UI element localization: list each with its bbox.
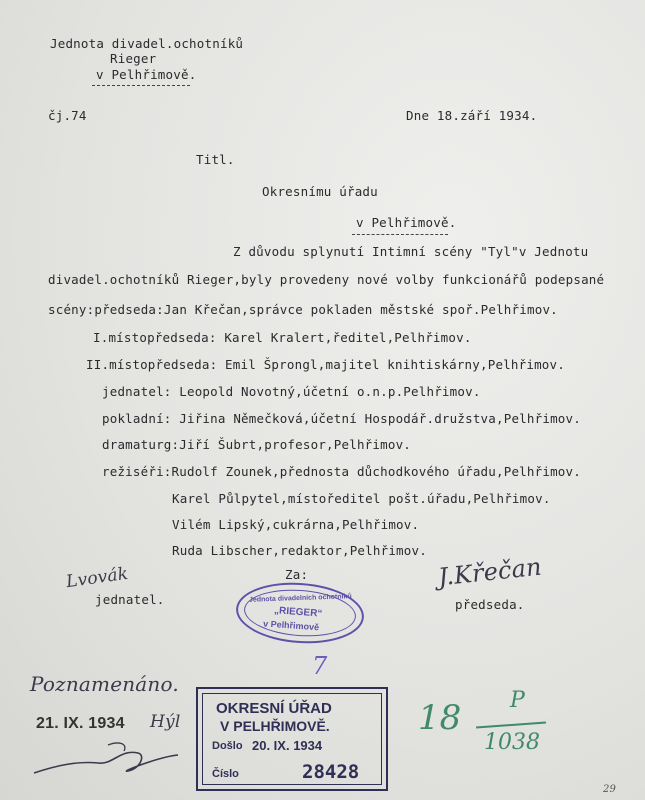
handwritten-initials: Hýl <box>150 712 181 732</box>
officer-director-3: Vilém Lipský,cukrárna,Pelhřimov. <box>172 517 420 532</box>
signature-role-secretary-label: jednatel. <box>95 592 165 607</box>
noted-date-stamp: 21. IX. 1934 <box>36 715 125 732</box>
registry-title-line1: OKRESNÍ ÚŘAD <box>216 700 332 717</box>
org-name-line1: Jednota divadel.ochotníků <box>50 36 244 51</box>
handwritten-signature-secretary: Lvovák <box>64 563 130 593</box>
district-office-registry-stamp <box>196 687 388 791</box>
green-fraction-top: P <box>510 688 525 713</box>
org-name-line3: v Pelhřimově. <box>96 67 197 82</box>
registry-received-date: 20. IX. 1934 <box>252 738 323 753</box>
letter-date: Dne 18.září 1934. <box>406 108 538 123</box>
recipient-city: v Pelhřimově. <box>356 215 457 230</box>
page-mark: 29 <box>603 784 617 795</box>
green-pencil-number: 18 <box>418 698 462 738</box>
org-underline <box>92 85 190 86</box>
officer-director-4: Ruda Libscher,redaktor,Pelhřimov. <box>172 543 427 558</box>
stamp-oval-line3: v Pelhřimově <box>262 618 320 633</box>
city-underline <box>352 234 448 235</box>
recipient: Okresnímu úřadu <box>262 184 378 199</box>
registry-title-line2: V PELHŘIMOVĚ. <box>220 718 330 734</box>
officer-treasurer: pokladní: Jiřina Němečková,účetní Hospodář.družstva,Pelhřimov. <box>102 411 581 426</box>
officer-secretary: jednatel: Leopold Novotný,účetní o.n.p.Pelhřimov. <box>102 384 481 399</box>
org-name-line2: Rieger <box>110 51 157 66</box>
signature-za-label: Za: <box>285 567 309 582</box>
stamp-oval-line1: Jednota divadelních ochotníků <box>248 593 352 604</box>
body-line-2: divadel.ochotníků Rieger,byly provedeny nové volby funkcionářů podepsané <box>48 272 605 287</box>
body-line-3: scény:předseda:Jan Křečan,správce pokladen městské spoř.Pelhřimov. <box>48 302 558 317</box>
signature-role-chair: předseda. <box>455 597 525 612</box>
green-fraction-bottom: 1038 <box>484 730 540 755</box>
handwritten-noted: Poznamenáno. <box>30 672 179 696</box>
registry-number: 28428 <box>302 761 360 783</box>
violet-handwritten-mark: 7 <box>312 652 328 680</box>
registry-received-label: Došlo <box>212 740 243 752</box>
body-line-1: Z důvodu splynutí Intimní scény "Tyl"v Jednotu <box>233 244 589 259</box>
handwritten-scribble-signature <box>28 735 198 785</box>
officer-director-2: Karel Půlpytel,místoředitel pošt.úřadu,Pelhřimov. <box>172 491 551 506</box>
green-fraction-bar <box>476 722 546 729</box>
salutation: Titl. <box>196 152 235 167</box>
association-oval-stamp <box>234 579 366 648</box>
reference-number: čj.74 <box>48 108 87 123</box>
officer-vice-chair-1: I.místopředseda: Karel Kralert,ředitel,Pelhřimov. <box>93 330 472 345</box>
registry-number-label: Číslo <box>212 768 239 780</box>
officer-vice-chair-2: II.místopředseda: Emil Šprongl,majitel knihtiskárny,Pelhřimov. <box>86 357 565 372</box>
handwritten-signature-chair: J.Křečan <box>436 552 543 592</box>
stamp-oval-line2: „RIEGER“ <box>273 605 323 620</box>
officer-director-1: režiséři:Rudolf Zounek,přednosta důchodkového úřadu,Pelhřimov. <box>102 464 581 479</box>
officer-dramaturg: dramaturg:Jiří Šubrt,profesor,Pelhřimov. <box>102 437 412 452</box>
